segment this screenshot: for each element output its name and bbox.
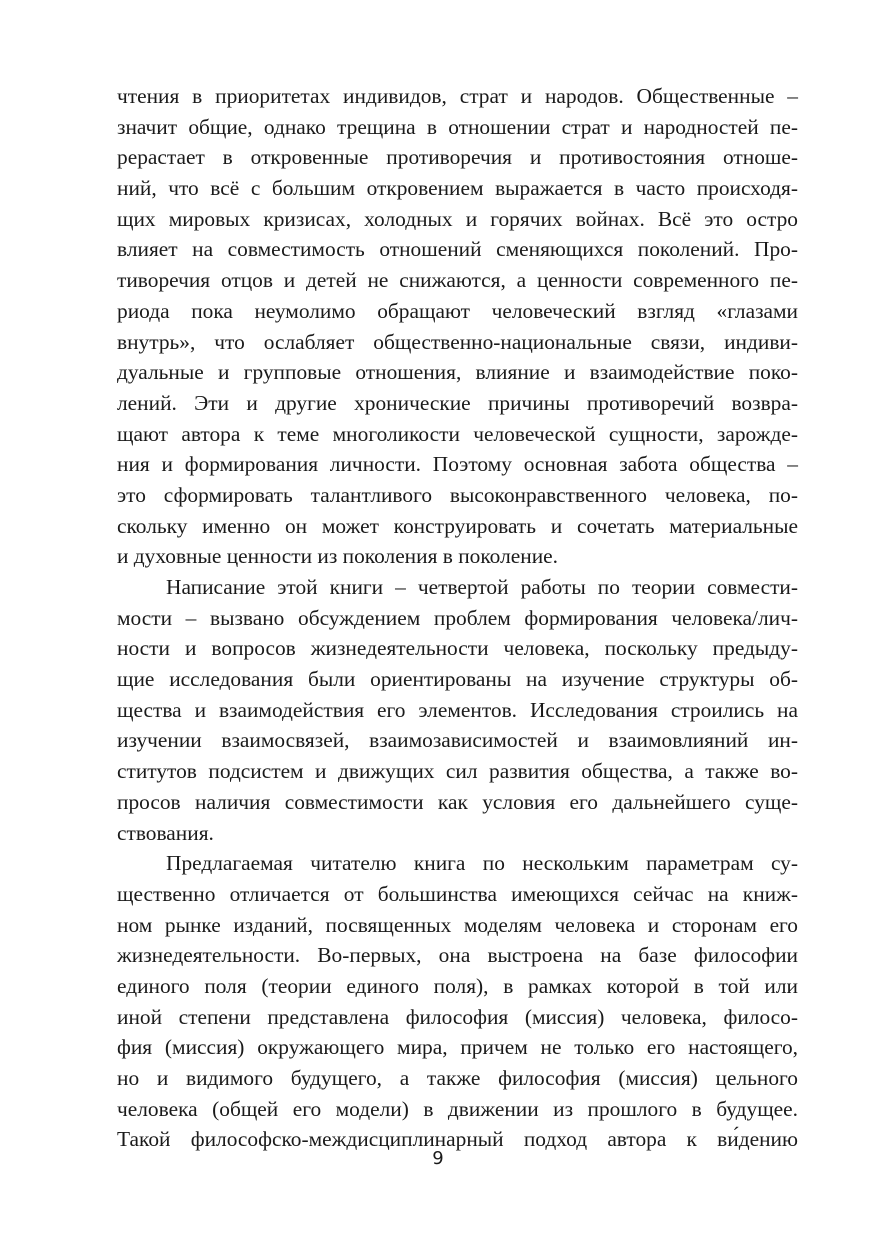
text-line: риода пока неумолимо обращают человеческий взгляд «глазами <box>117 298 798 323</box>
paragraph <box>117 848 798 1155</box>
text-line: щественно отличается от большинства имеющихся сейчас на книж- <box>117 881 798 906</box>
text-line: и духовные ценности из поколения в поколение. <box>117 544 558 569</box>
text-line: единого поля (теории единого поля), в рамках которой в той или <box>117 973 798 998</box>
paragraph <box>117 572 798 848</box>
text-line: Написание этой книги – четвертой работы по теории совмести- <box>166 575 798 599</box>
text-line: просов наличия совместимости как условия его дальнейшего суще- <box>117 789 798 814</box>
text-line: тиворечия отцов и детей не снижаются, а ценности современного пе- <box>117 268 798 293</box>
text-line: значит общие, однако трещина в отношении страт и народностей пе- <box>117 114 798 139</box>
text-line: это сформировать талантливого высоконравственного человека, по- <box>117 482 798 507</box>
page-number: 9 <box>432 1148 444 1169</box>
text-line: ния и формирования личности. Поэтому основная забота общества – <box>117 452 798 477</box>
text-line: ствования. <box>117 820 214 845</box>
text-line: Предлагаемая читателю книга по нескольким параметрам су- <box>166 851 798 876</box>
text-line: ности и вопросов жизнедеятельности человека, поскольку предыду- <box>117 636 798 661</box>
body-text <box>117 81 798 1155</box>
paragraph <box>117 81 798 572</box>
text-line: ний, что всё с большим откровением выражается в часто происходя- <box>117 176 798 201</box>
text-line: ном рынке изданий, посвященных моделям человека и сторонам его <box>117 912 798 937</box>
text-line: щих мировых кризисах, холодных и горячих войнах. Всё это остро <box>117 206 798 231</box>
text-line: ститутов подсистем и движущих сил развития общества, а также во- <box>117 759 798 784</box>
text-line: лений. Эти и другие хронические причины противоречий возвра- <box>117 390 798 415</box>
text-line: щие исследования были ориентированы на изучение структуры об- <box>117 667 798 692</box>
text-line: внутрь», что ослабляет общественно-национальные связи, индиви- <box>117 329 798 354</box>
text-line: мости – вызвано обсуждением проблем формирования человека/лич- <box>117 605 798 630</box>
text-line: иной степени представлена философия (миссия) человека, филосо- <box>117 1004 798 1029</box>
text-line: фия (миссия) окружающего мира, причем не только его настоящего, <box>117 1035 798 1060</box>
text-line: щают автора к теме многоликости человеческой сущности, зарожде- <box>117 421 798 446</box>
text-line: жизнедеятельности. Во-первых, она выстроена на базе философии <box>117 943 798 968</box>
text-line: но и видимого будущего, а также философия (миссия) цельного <box>117 1066 798 1090</box>
text-line: изучении взаимосвязей, взаимозависимостей и взаимовлияний ин- <box>117 728 798 753</box>
text-line: человека (общей его модели) в движении из прошлого в будущее. <box>117 1096 798 1121</box>
text-line: щества и взаимодействия его элементов. Исследования строились на <box>117 697 798 722</box>
text-line: скольку именно он может конструировать и сочетать материальные <box>117 513 798 538</box>
text-line: Такой философско-междисциплинарный подход автора к ви́дению <box>117 1127 798 1152</box>
text-line: дуальные и групповые отношения, влияние и взаимодействие поко- <box>117 360 798 385</box>
text-line: влияет на совместимость отношений сменяющихся поколений. Про- <box>117 237 798 262</box>
text-line: рерастает в откровенные противоречия и противостояния отноше- <box>117 145 798 170</box>
text-line: чтения в приоритетах индивидов, страт и народов. Общественные – <box>117 84 798 108</box>
